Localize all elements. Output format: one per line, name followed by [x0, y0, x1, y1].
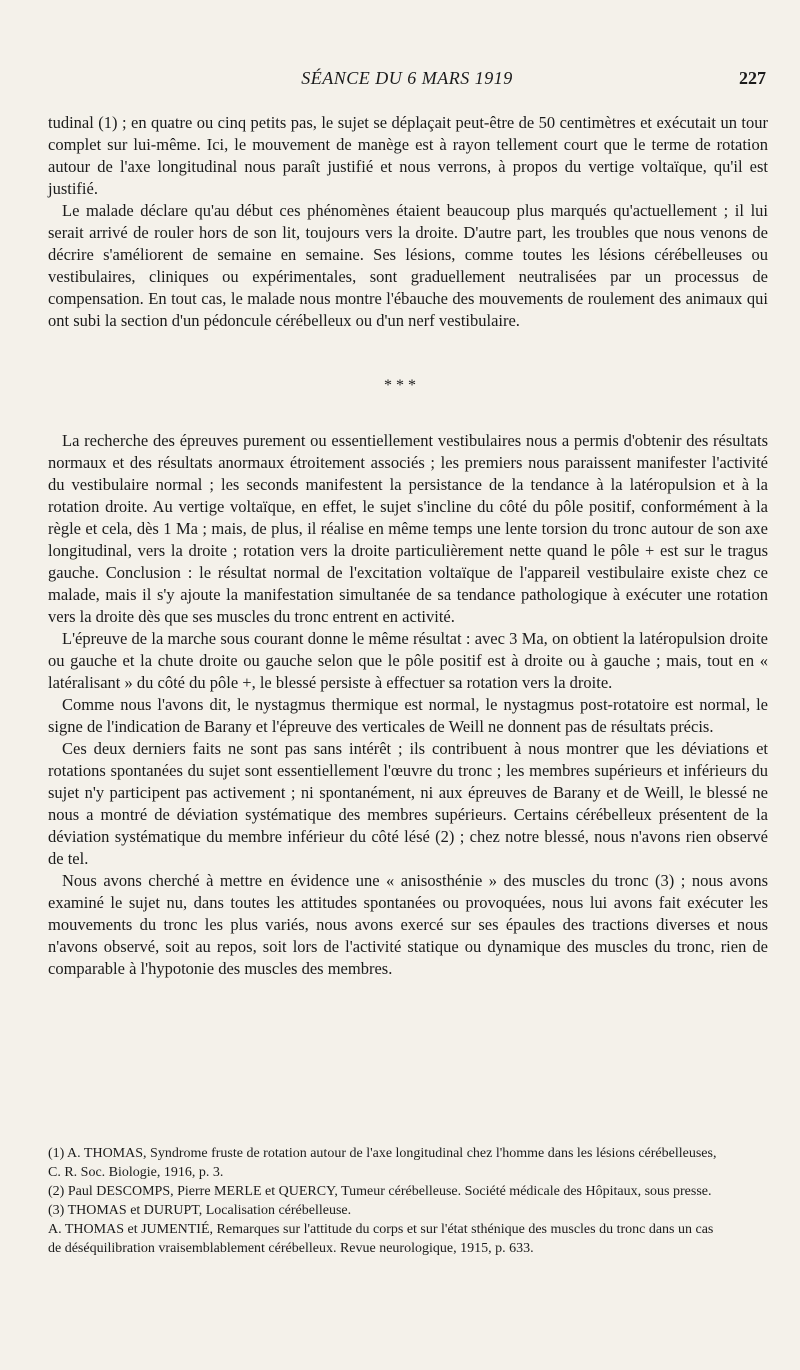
- footnote: (2) Paul DESCOMPS, Pierre MERLE et QUERCY, Tumeur cérébelleuse. Société médicale des Hôpitaux, sous presse.: [48, 1184, 712, 1199]
- paragraph: L'épreuve de la marche sous courant donne le même résultat : avec 3 Ma, on obtient la latéropulsion droite ou gauche et la chute droite ou gauche selon que le pôle positif est à droite ou à gauche ; mais, tout en « latéralisant » du côté du pôle +, le blessé persiste à effectuer sa rotation vers la droite.: [48, 629, 768, 692]
- asterism-separator: * * *: [384, 377, 416, 394]
- footnotes: [48, 1144, 728, 1258]
- text-block-before-separator: [48, 112, 768, 332]
- text-block-after-separator: [48, 430, 768, 980]
- paragraph: Comme nous l'avons dit, le nystagmus thermique est normal, le nystagmus post-rotatoire est normal, le signe de l'indication de Barany et l'épreuve des verticales de Weill ne donnent pas de résultats précis.: [48, 695, 768, 736]
- page-header: [48, 68, 766, 92]
- page-number: 227: [739, 68, 766, 88]
- paragraph: Le malade déclare qu'au début ces phénomènes étaient beaucoup plus marqués qu'actuellement ; il lui serait arrivé de rouler hors de son lit, toujours vers la droite. D'autre part, les troubles que nous venons de décrire s'améliorent de semaine en semaine. Ses lésions, comme toutes les lésions cérébelleuses ou vestibulaires, cliniques ou expérimentales, sont graduellement neutralisées par un processus de compensation. En tout cas, le malade nous montre l'ébauche des mouvements de roulement des animaux qui ont subi la section d'un pédoncule cérébelleux ou d'un nerf vestibulaire.: [48, 201, 768, 330]
- paragraph: La recherche des épreuves purement ou essentiellement vestibulaires nous a permis d'obtenir des résultats normaux et des résultats anormaux étroitement associés ; les premiers nous paraissent manifester l'activité du vestibulaire normal ; les seconds manifestent la persistance de la tendance à la latéropulsion et à la rotation droite. Au vertige voltaïque, en effet, le sujet s'incline du côté du pôle positif, conformément à la règle et cela, dès 1 Ma ; mais, de plus, il réalise en même temps une lente torsion du tronc autour de son axe longitudinal, vers la droite ; rotation vers la droite particulièrement nette quand le pôle + est sur le tragus gauche. Conclusion : le résultat normal de l'excitation voltaïque de l'appareil vestibulaire existe chez ce malade, mais il s'y ajoute la manifestation simultanée de sa tendance pathologique à exécuter une rotation vers la droite dès que ses muscles du tronc entrent en activité.: [48, 431, 768, 626]
- paragraph: Nous avons cherché à mettre en évidence une « anisosthénie » des muscles du tronc (3) ; nous avons examiné le sujet nu, dans toutes les attitudes spontanées ou provoquées, nous lui avons fait exécuter les mouvements du tronc les plus variés, nous avons exercé sur ses épaules des tractions diverses et nous n'avons observé, soit au repos, soit lors de l'activité statique ou dynamique des muscles du tronc, rien de comparable à l'hypotonie des muscles des membres.: [48, 871, 768, 978]
- footnote: A. THOMAS et JUMENTIÉ, Remarques sur l'attitude du corps et sur l'état sthénique des muscles du tronc dans un cas de déséquilibration vraisemblablement cérébelleux. Revue neurologique, 1915, p. 633.: [48, 1222, 714, 1256]
- running-title: SÉANCE DU 6 MARS 1919: [301, 68, 513, 88]
- paragraph: tudinal (1) ; en quatre ou cinq petits pas, le sujet se déplaçait peut-être de 50 centimètres et exécutait un tour complet sur lui-même. Ici, le mouvement de manège est à rayon tellement court que le terme de rotation autour de l'axe longitudinal nous paraît justifié et nous verrons, à propos du vertige voltaïque, qu'il est justifié.: [48, 113, 768, 198]
- footnote: (3) THOMAS et DURUPT, Localisation cérébelleuse.: [48, 1203, 352, 1218]
- footnote: (1) A. THOMAS, Syndrome fruste de rotation autour de l'axe longitudinal chez l'homme dans les lésions cérébelleuses, C. R. Soc. Biologie, 1916, p. 3.: [48, 1146, 717, 1180]
- paragraph: Ces deux derniers faits ne sont pas sans intérêt ; ils contribuent à nous montrer que les déviations et rotations spontanées du sujet sont essentiellement l'œuvre du tronc ; les membres supérieurs et inférieurs du sujet n'y participent pas activement ; ni spontanément, ni aux épreuves de Barany et de Weill, le blessé ne nous a montré de déviation systématique des membres supérieurs. Certains cérébelleux présentent de la déviation systématique du membre inférieur du côté lésé (2) ; chez notre blessé, nous n'avons rien observé de tel.: [48, 739, 768, 868]
